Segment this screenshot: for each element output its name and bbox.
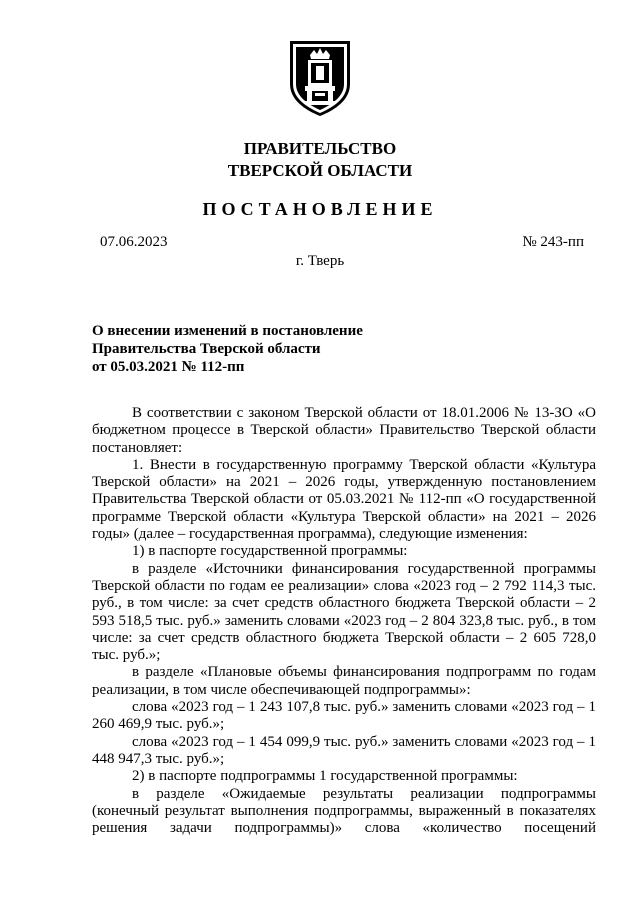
document-subject: [92, 322, 412, 376]
organization-name: [0, 138, 640, 182]
body-paragraph: 1. Внести в государственную программу Тверской области «Культура Тверской области» на 2021 – 2026 годы, утвержденную постановлением Правительства Тверской области от 05.03.2021 № 112-пп «О государственной программе Тверской области «Культура Тверской области» на 2021 – 2026 годы» (далее – государственная программа), следующие изменения:: [92, 456, 596, 543]
body-paragraph: слова «2023 год – 1 454 099,9 тыс. руб.» заменить словами «2023 год – 1 448 947,3 тыс. руб.»;: [92, 733, 596, 767]
body-paragraph: 1) в паспорте государственной программы:: [132, 543, 408, 560]
body-paragraph: слова «2023 год – 1 243 107,8 тыс. руб.» заменить словами «2023 год – 1 260 469,9 тыс. руб.»;: [92, 699, 596, 733]
body-paragraph: В соответствии с законом Тверской области от 18.01.2006 № 13-ЗО «О бюджетном процессе в Тверской области» Правительство Тверской области постановляет:: [92, 405, 596, 456]
org-line-2: ТВЕРСКОЙ ОБЛАСТИ: [227, 161, 413, 180]
document-type: ПОСТАНОВЛЕНИЕ: [202, 199, 438, 219]
document-number: № 243-пп: [522, 234, 584, 250]
subject-line-1: О внесении изменений в постановление: [92, 323, 363, 339]
body-paragraph: в разделе «Ожидаемые результаты реализации подпрограммы (конечный результат выполнения подпрограммы, выраженный в показателях решения задачи подпрограммы)» слова «количество посещений: [92, 785, 596, 837]
body-paragraph: в разделе «Источники финансирования государственной программы Тверской области по годам ее реализации» слова «2023 год – 2 792 114,3 тыс. руб., в том числе: за счет средств областного бюджета Тверской области – 2 593 518,5 тыс. руб.» заменить словами «2023 год – 2 804 323,8 тыс. руб., в том числе: за счет средств областного бюджета Тверской области – 2 605 728,0 тыс. руб.»;: [92, 560, 596, 664]
subject-line-2: Правительства Тверской области: [92, 341, 321, 357]
org-line-1: ПРАВИТЕЛЬСТВО: [243, 139, 397, 158]
document-city: г. Тверь: [295, 253, 345, 269]
document-date: 07.06.2023: [100, 234, 168, 250]
tver-coat-of-arms-icon: [287, 38, 353, 118]
body-paragraph: 2) в паспорте подпрограммы 1 государственной программы:: [132, 768, 518, 785]
subject-line-3: от 05.03.2021 № 112-пп: [92, 359, 245, 375]
document-body: [92, 405, 596, 837]
body-paragraph: в разделе «Плановые объемы финансирования подпрограмм по годам реализации, в том числе обеспечивающей подпрограммы»:: [92, 664, 596, 698]
